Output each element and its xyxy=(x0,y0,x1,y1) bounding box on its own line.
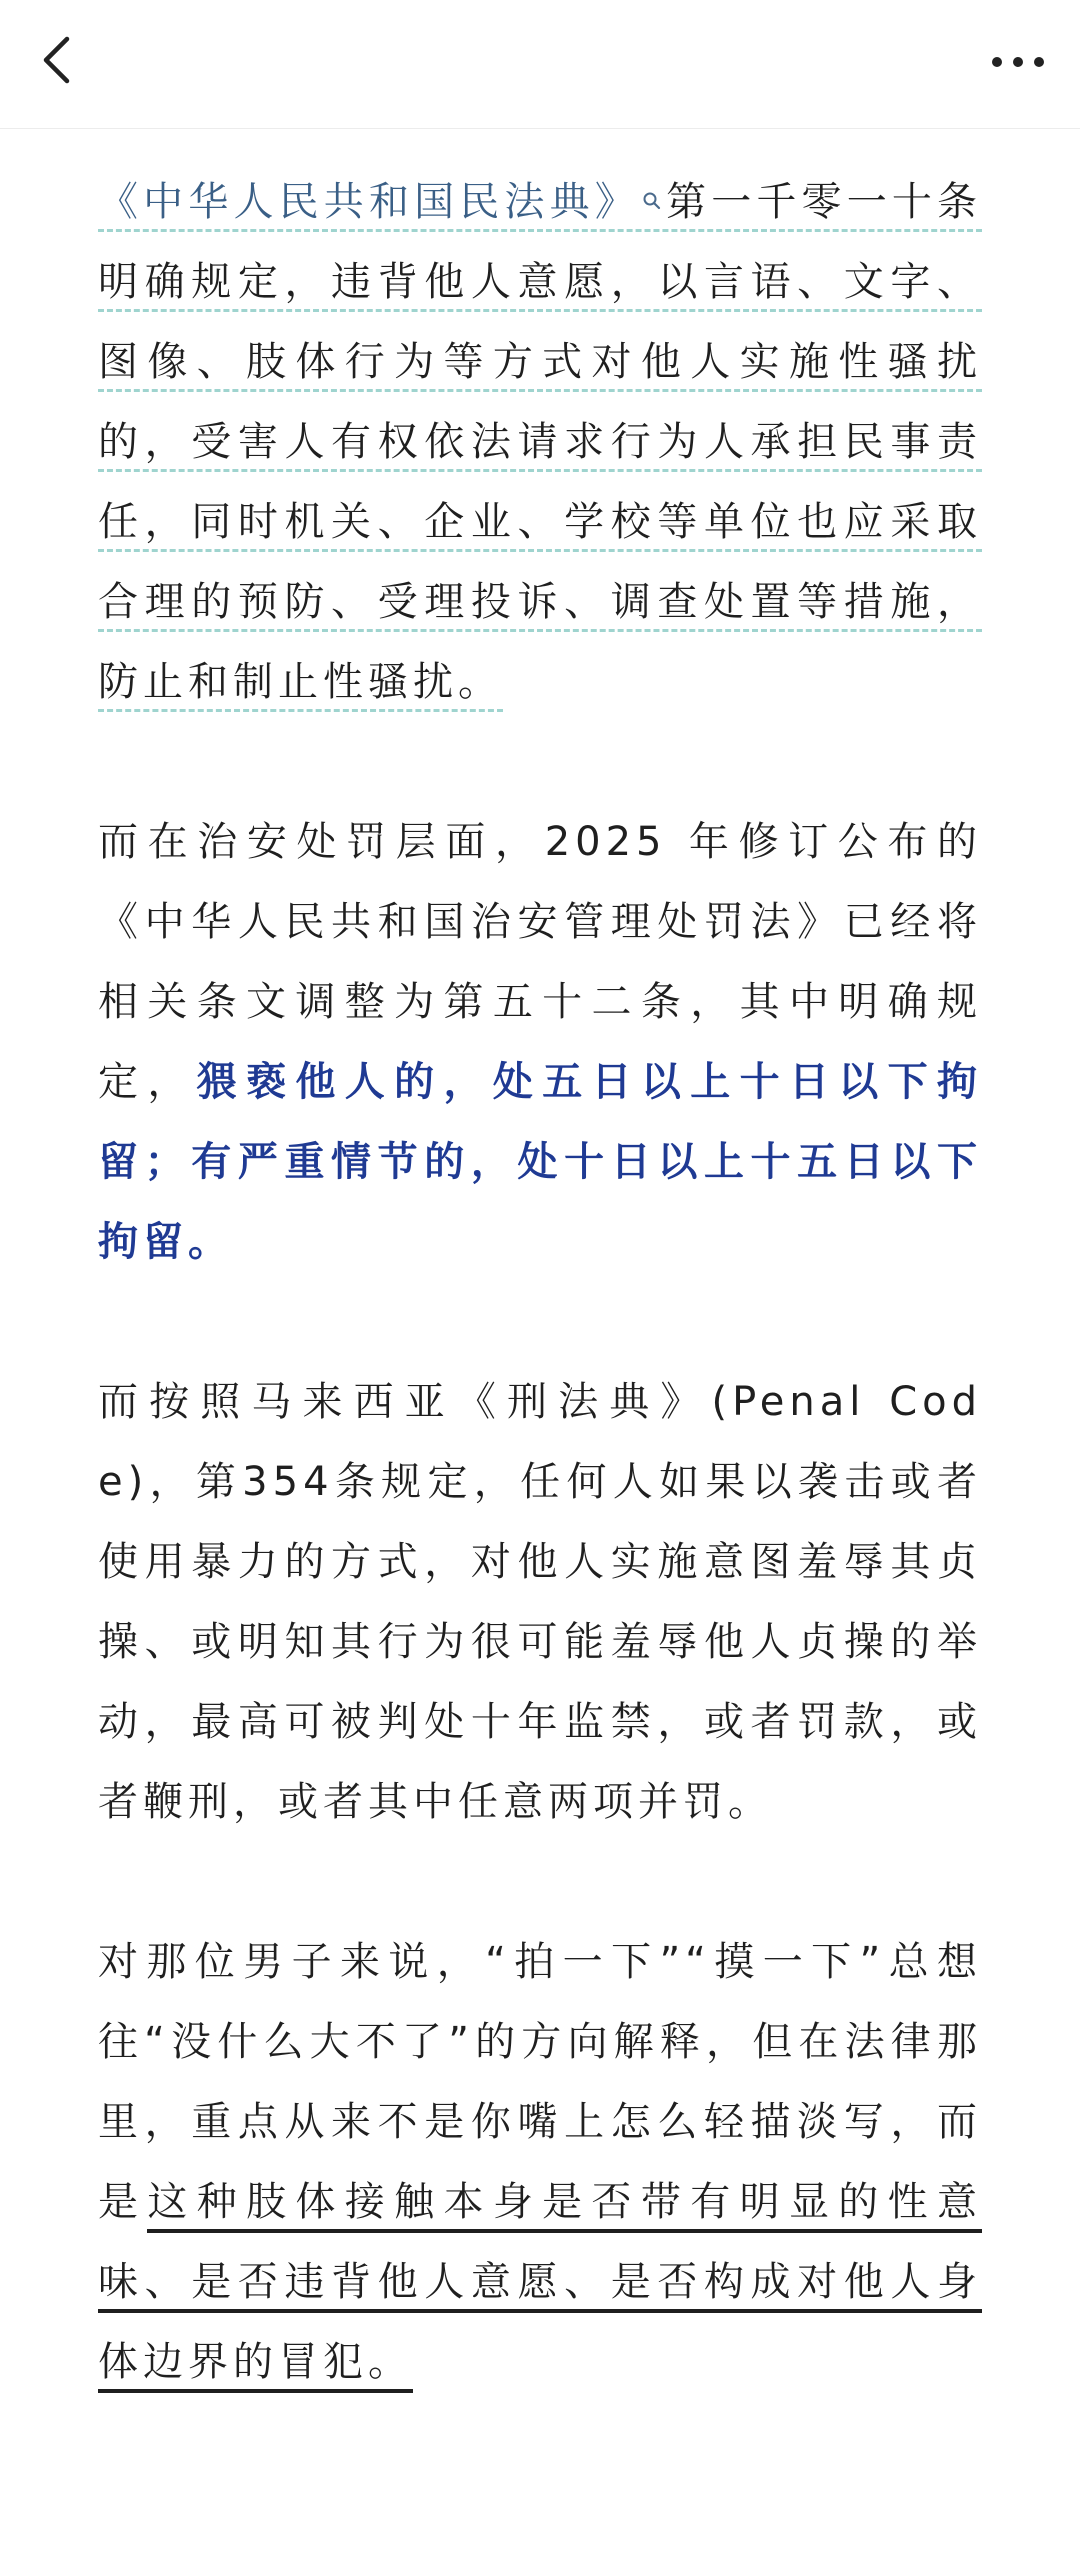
article-body xyxy=(98,162,982,2402)
public-security-text: 而在治安处罚层面，2025 年修订公布的《中华人民共和国治安管理处罚法》已经将相关条文调整为第五十二条，其中明确规定， xyxy=(98,819,982,1105)
paragraph-public-security xyxy=(98,802,982,1282)
chevron-left-icon xyxy=(41,35,71,89)
back-button[interactable] xyxy=(24,30,88,94)
civil-code-link[interactable]: 《中华人民共和国民法典》 xyxy=(98,179,640,225)
search-icon[interactable] xyxy=(642,162,662,242)
top-navbar xyxy=(0,0,1080,129)
conclusion-underlined: 这种肢体接触本身是否带有明显的性意味、是否违背他人意愿、是否构成对他人身体边界的冒犯。 xyxy=(98,2179,982,2393)
paragraph-penal-code xyxy=(98,1362,982,1842)
civil-code-text: 第一千零一十条明确规定，违背他人意愿，以言语、文字、图像、肢体行为等方式对他人实施性骚扰的，受害人有权依法请求行为人承担民事责任，同时机关、企业、学校等单位也应采取合理的预防、受理投诉、调查处置等措施，防止和制止性骚扰。 xyxy=(98,179,983,705)
conclusion-text: 对那位男子来说，“拍一下”“摸一下”总想往“没什么大不了”的方向解释，但在法律那里，重点从来不是你嘴上怎么轻描淡写，而是 xyxy=(98,1939,982,2225)
civil-code-highlight xyxy=(98,179,982,712)
more-options-button[interactable] xyxy=(978,30,1058,94)
penal-code-text: 而按照马来西亚《刑法典》(Penal Code)，第354条规定，任何人如果以袭击或者使用暴力的方式，对他人实施意图羞辱其贞操、或明知其行为很可能羞辱他人贞操的举动，最高可被判处十年监禁，或者罚款，或者鞭刑，或者其中任意两项并罚。 xyxy=(98,1379,982,1825)
detention-emphasis: 猥亵他人的，处五日以上十日以下拘留；有严重情节的，处十日以上十五日以下拘留。 xyxy=(98,1059,983,1265)
paragraph-conclusion xyxy=(98,1922,982,2402)
ellipsis-icon xyxy=(991,53,1045,72)
paragraph-civil-code xyxy=(98,162,982,722)
